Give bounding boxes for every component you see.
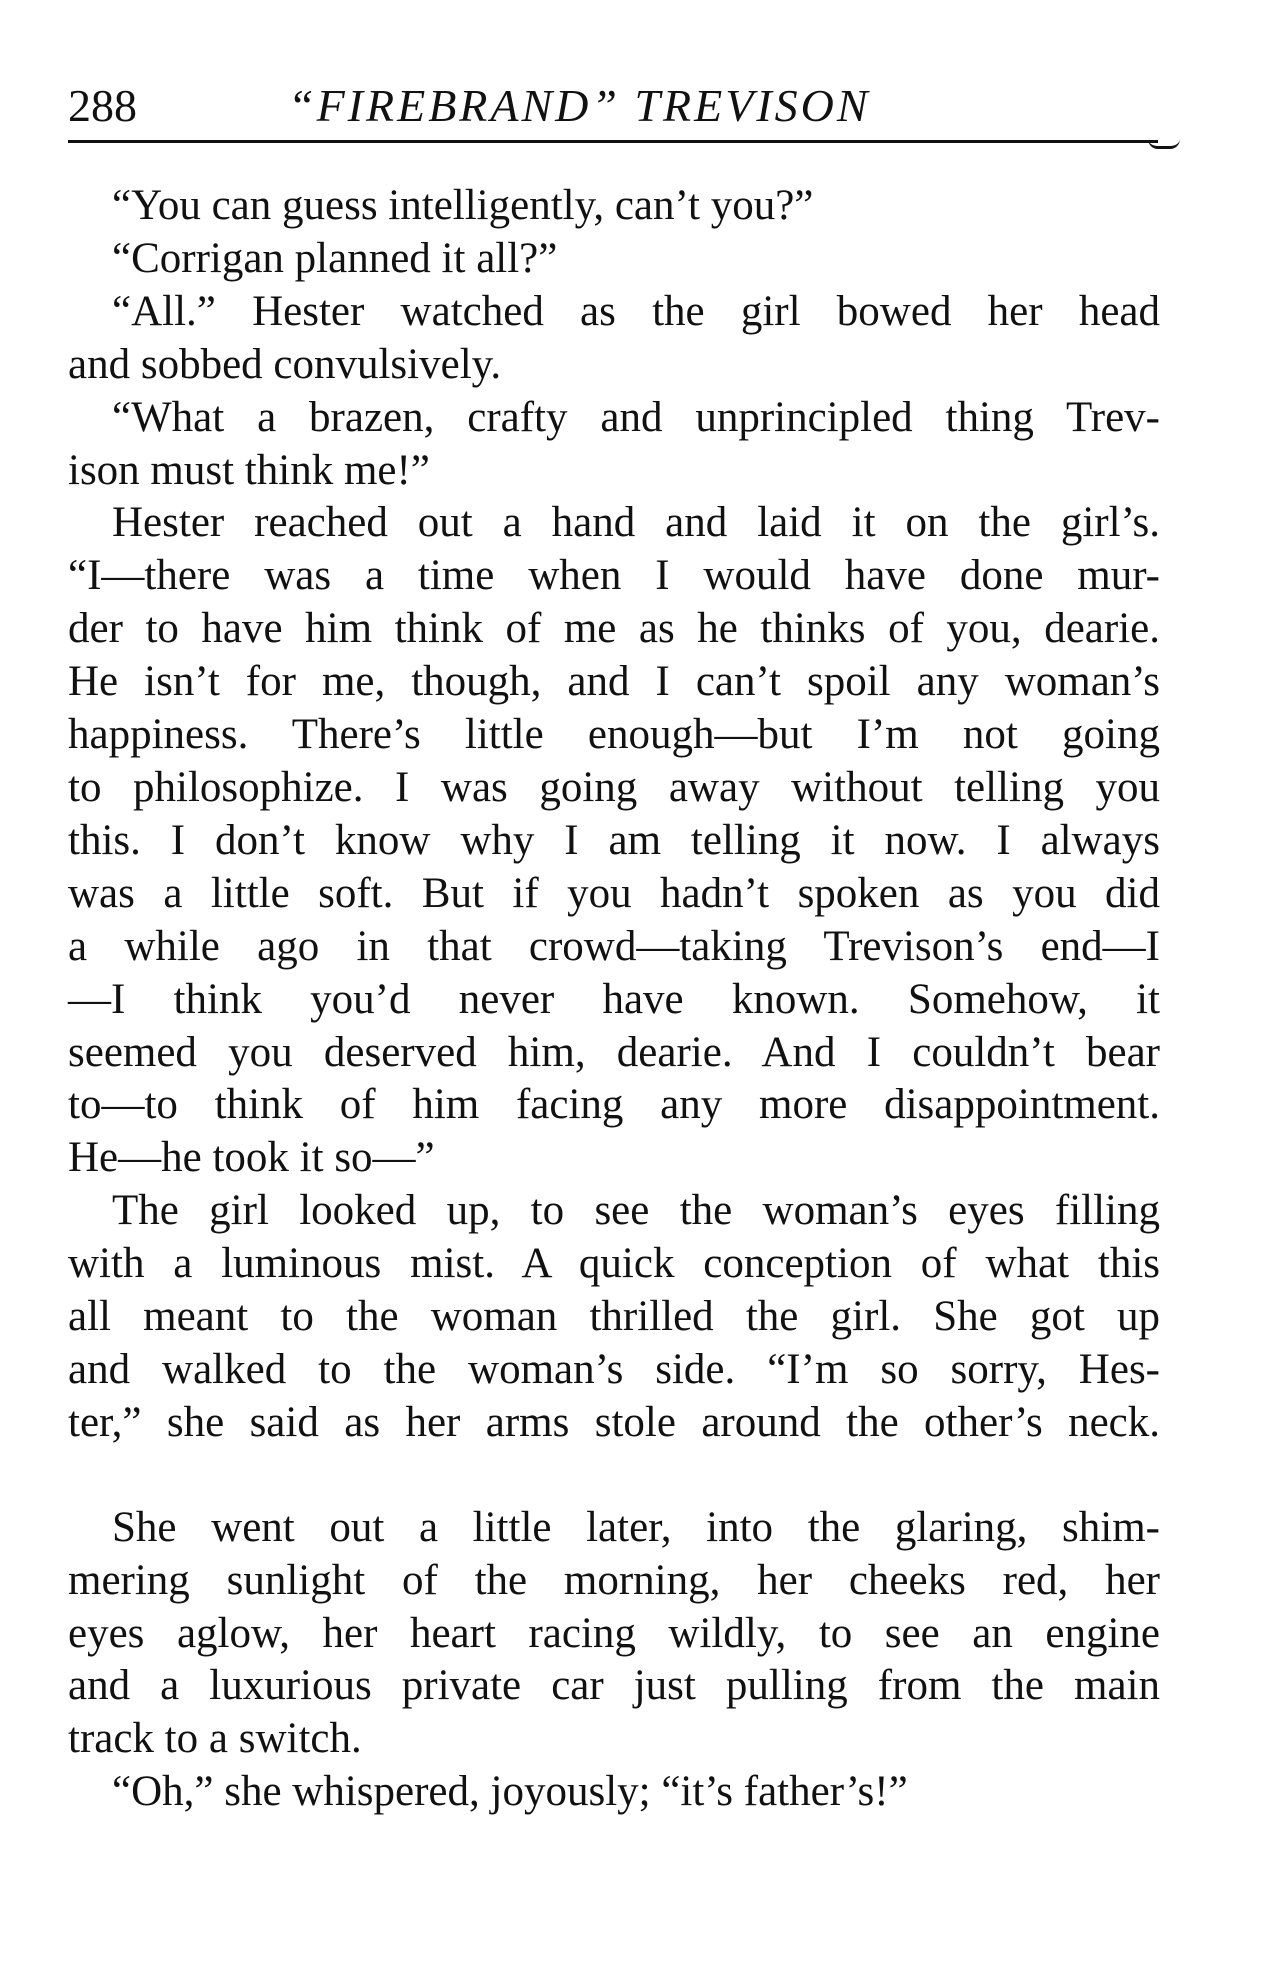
- paragraph: [68, 180, 1160, 233]
- text-line: this. I don’t know why I am telling it now. I always: [68, 816, 1160, 864]
- header-rule: [68, 140, 1158, 143]
- text-line: mering sunlight of the morning, her cheeks red, her: [68, 1556, 1160, 1604]
- paragraph: [68, 392, 1160, 498]
- text-line: The girl looked up, to see the woman’s eyes filling: [112, 1187, 1160, 1235]
- text-line: He isn’t for me, though, and I can’t spoil any woman’s: [68, 658, 1160, 706]
- text-line: ison must think me!”: [68, 446, 430, 494]
- text-line: eyes aglow, her heart racing wildly, to see an engine: [68, 1609, 1160, 1657]
- running-title: “FIREBRAND” TREVISON: [288, 80, 871, 131]
- text-line: She went out a little later, into the glaring, shim-: [112, 1503, 1160, 1551]
- text-line: to—to think of him facing any more disappointment.: [68, 1081, 1160, 1129]
- rule-flourish: [1148, 136, 1180, 149]
- text-line: to philosophize. I was going away without telling you: [68, 763, 1160, 811]
- section-break: [68, 1450, 1160, 1502]
- paragraph: [68, 1766, 1160, 1819]
- text-line: ter,” she said as her arms stole around the other’s neck.: [68, 1398, 1160, 1446]
- text-line: happiness. There’s little enough—but I’m not going: [68, 711, 1160, 759]
- running-head: [68, 78, 1158, 142]
- text-line: der to have him think of me as he thinks of you, dearie.: [68, 605, 1160, 653]
- text-line: —I think you’d never have known. Somehow, it: [68, 975, 1160, 1023]
- text-line: “Oh,” she whispered, joyously; “it’s father’s!”: [112, 1768, 908, 1816]
- text-line: all meant to the woman thrilled the girl. She got up: [68, 1293, 1160, 1341]
- text-line: and a luxurious private car just pulling from the main: [68, 1662, 1160, 1710]
- text-line: seemed you deserved him, dearie. And I couldn’t bear: [68, 1028, 1160, 1076]
- body-text: [68, 180, 1160, 1819]
- page-number: 288: [68, 80, 137, 131]
- text-line: “You can guess intelligently, can’t you?”: [112, 182, 814, 229]
- text-line: with a luminous mist. A quick conception of what this: [68, 1240, 1160, 1288]
- text-line: a while ago in that crowd—taking Trevison’s end—I: [68, 922, 1160, 970]
- paragraph: [68, 1502, 1160, 1767]
- text-line: was a little soft. But if you hadn’t spoken as you did: [68, 869, 1160, 917]
- text-line: “What a brazen, crafty and unprincipled thing Trev-: [112, 393, 1160, 441]
- text-line: “Corrigan planned it all?”: [112, 234, 558, 282]
- text-line: He—he took it so—”: [68, 1134, 435, 1182]
- paragraph: [68, 286, 1160, 392]
- paragraph: [68, 1185, 1160, 1450]
- text-line: “All.” Hester watched as the girl bowed her head: [112, 287, 1160, 335]
- text-line: “I—there was a time when I would have done mur-: [68, 552, 1160, 600]
- paragraph: [68, 497, 1160, 1185]
- text-line: and walked to the woman’s side. “I’m so sorry, Hes-: [68, 1345, 1160, 1393]
- paragraph: [68, 233, 1160, 286]
- text-line: Hester reached out a hand and laid it on the girl’s.: [112, 499, 1160, 547]
- text-line: and sobbed convulsively.: [68, 340, 502, 388]
- text-line: track to a switch.: [68, 1715, 362, 1763]
